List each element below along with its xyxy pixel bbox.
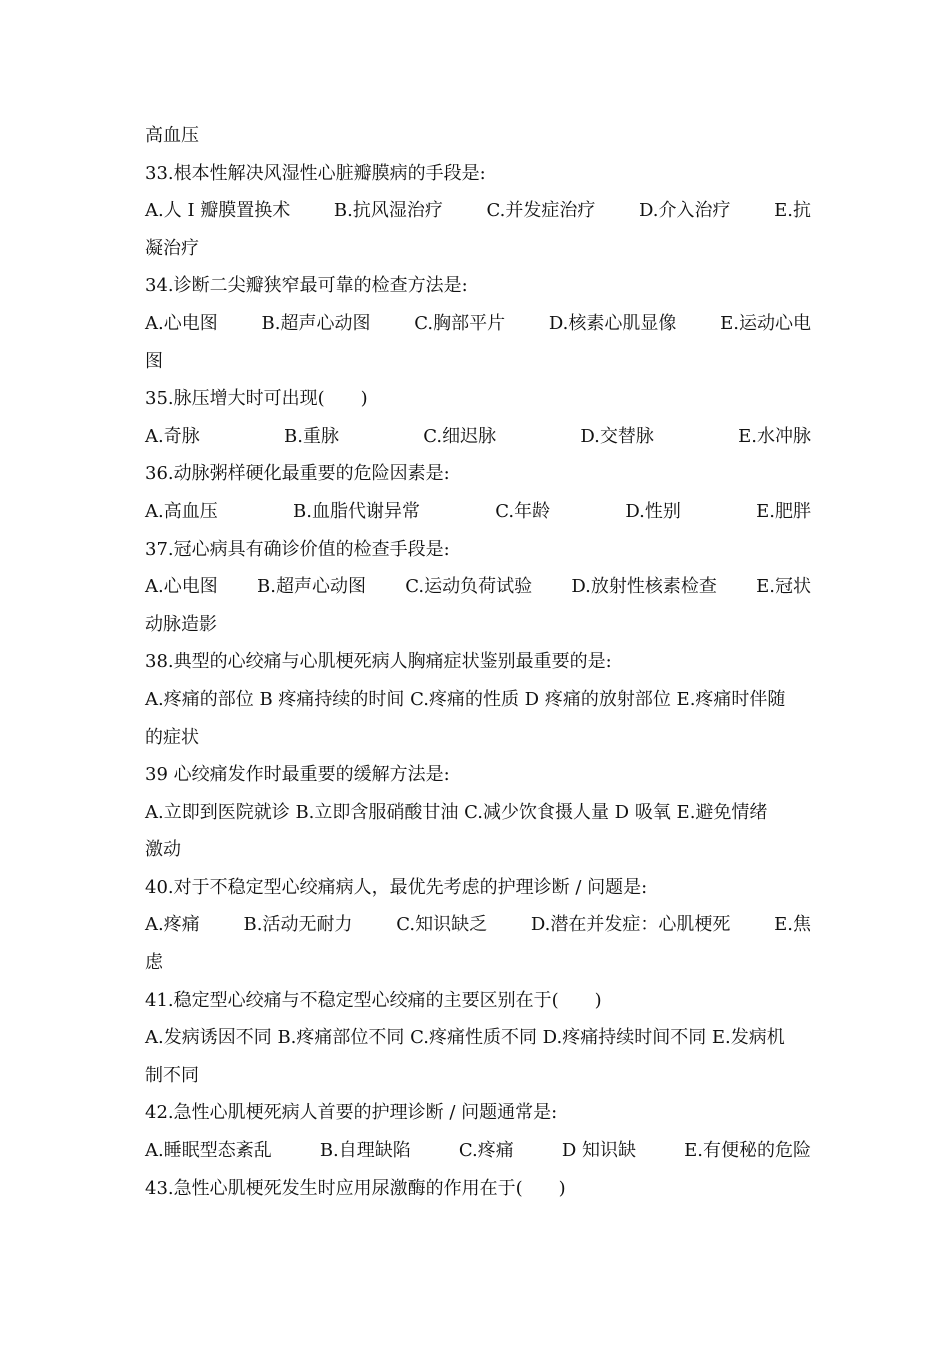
- text-line: A.立即到医院就诊 B.立即含服硝酸甘油 C.减少饮食摄人量 D 吸氧 E.避免情绪: [145, 801, 768, 823]
- question-list: [145, 117, 813, 1207]
- options-line: [145, 418, 811, 456]
- option-text: E.肥胖: [756, 500, 811, 522]
- option-text: C.细迟脉: [423, 425, 497, 447]
- options-line: [145, 906, 811, 944]
- option-text: E.冠状: [756, 576, 811, 598]
- option-text: D.核素心肌显像: [548, 312, 677, 334]
- option-text: C.并发症治疗: [486, 200, 596, 222]
- text-line: 41.稳定型心绞痛与不稳定型心绞痛的主要区别在于( ): [145, 989, 602, 1011]
- options-line: [145, 305, 811, 343]
- text-line: 33.根本性解决风湿性心脏瓣膜病的手段是:: [145, 162, 486, 184]
- option-text: A.奇脉: [145, 425, 200, 447]
- text-line: 43.急性心肌梗死发生时应用尿激酶的作用在于( ): [145, 1177, 566, 1199]
- option-text: A.睡眠型态紊乱: [145, 1140, 272, 1162]
- option-text: B.血脂代谢异常: [293, 500, 420, 522]
- option-text: E.有便秘的危险: [684, 1140, 811, 1162]
- text-line: 的症状: [145, 726, 199, 748]
- text-line: 34.诊断二尖瓣狭窄最可靠的检查方法是:: [145, 275, 468, 297]
- text-line: 虑: [145, 952, 163, 974]
- option-text: A.人 I 瓣膜置换术: [145, 200, 291, 222]
- option-text: B.抗风湿治疗: [333, 200, 443, 222]
- option-text: D.放射性核素检查: [571, 576, 717, 598]
- option-text: E.运动心电: [720, 312, 811, 334]
- option-text: D.潜在并发症：心肌梗死: [530, 914, 731, 936]
- text-line: 激动: [145, 839, 181, 861]
- text-line: A.疼痛的部位 B 疼痛持续的时间 C.疼痛的性质 D 疼痛的放射部位 E.疼痛时伴随: [145, 688, 786, 710]
- text-line: 42.急性心肌梗死病人首要的护理诊断 / 问题通常是:: [145, 1102, 558, 1124]
- option-text: D.介入治疗: [638, 200, 731, 222]
- option-text: C.知识缺乏: [396, 914, 488, 936]
- text-line: 37.冠心病具有确诊价值的检查手段是:: [145, 538, 450, 560]
- options-line: [145, 568, 811, 606]
- option-text: D 知识缺: [561, 1140, 636, 1162]
- text-line: 39 心绞痛发作时最重要的缓解方法是:: [145, 764, 450, 786]
- text-line: 40.对于不稳定型心绞痛病人，最优先考虑的护理诊断 / 问题是:: [145, 876, 648, 898]
- options-line: [145, 493, 811, 531]
- option-text: A.心电图: [145, 312, 218, 334]
- text-line: 制不同: [145, 1064, 199, 1086]
- option-text: C.胸部平片: [414, 312, 506, 334]
- text-line: 高血压: [145, 125, 199, 146]
- option-text: A.疼痛: [145, 914, 200, 936]
- option-text: B.超声心动图: [257, 576, 366, 598]
- text-line: 36.动脉粥样硬化最重要的危险因素是:: [145, 463, 450, 485]
- option-text: C.运动负荷试验: [405, 576, 533, 598]
- text-line: 38.典型的心绞痛与心肌梗死病人胸痛症状鉴别最重要的是:: [145, 651, 612, 673]
- option-text: B.活动无耐力: [243, 914, 353, 936]
- text-line: 35.脉压增大时可出现( ): [145, 388, 368, 410]
- option-text: E.水冲脉: [738, 425, 811, 447]
- option-text: B.超声心动图: [261, 312, 371, 334]
- options-line: [145, 192, 811, 230]
- option-text: D.性别: [625, 500, 681, 522]
- option-text: A.心电图: [145, 576, 218, 598]
- text-line: 动脉造影: [145, 613, 217, 635]
- options-line: [145, 1132, 811, 1170]
- option-text: E.抗: [774, 200, 811, 222]
- option-text: D.交替脉: [580, 425, 654, 447]
- text-line: A.发病诱因不同 B.疼痛部位不同 C.疼痛性质不同 D.疼痛持续时间不同 E.发病机: [145, 1027, 785, 1049]
- text-line: 凝治疗: [145, 237, 199, 259]
- option-text: B.重脉: [284, 425, 339, 447]
- option-text: C.年龄: [495, 500, 551, 522]
- text-line: 图: [145, 350, 163, 372]
- option-text: E.焦: [774, 914, 811, 936]
- option-text: B.自理缺陷: [319, 1140, 411, 1162]
- option-text: C.疼痛: [458, 1140, 514, 1162]
- option-text: A.高血压: [145, 500, 218, 522]
